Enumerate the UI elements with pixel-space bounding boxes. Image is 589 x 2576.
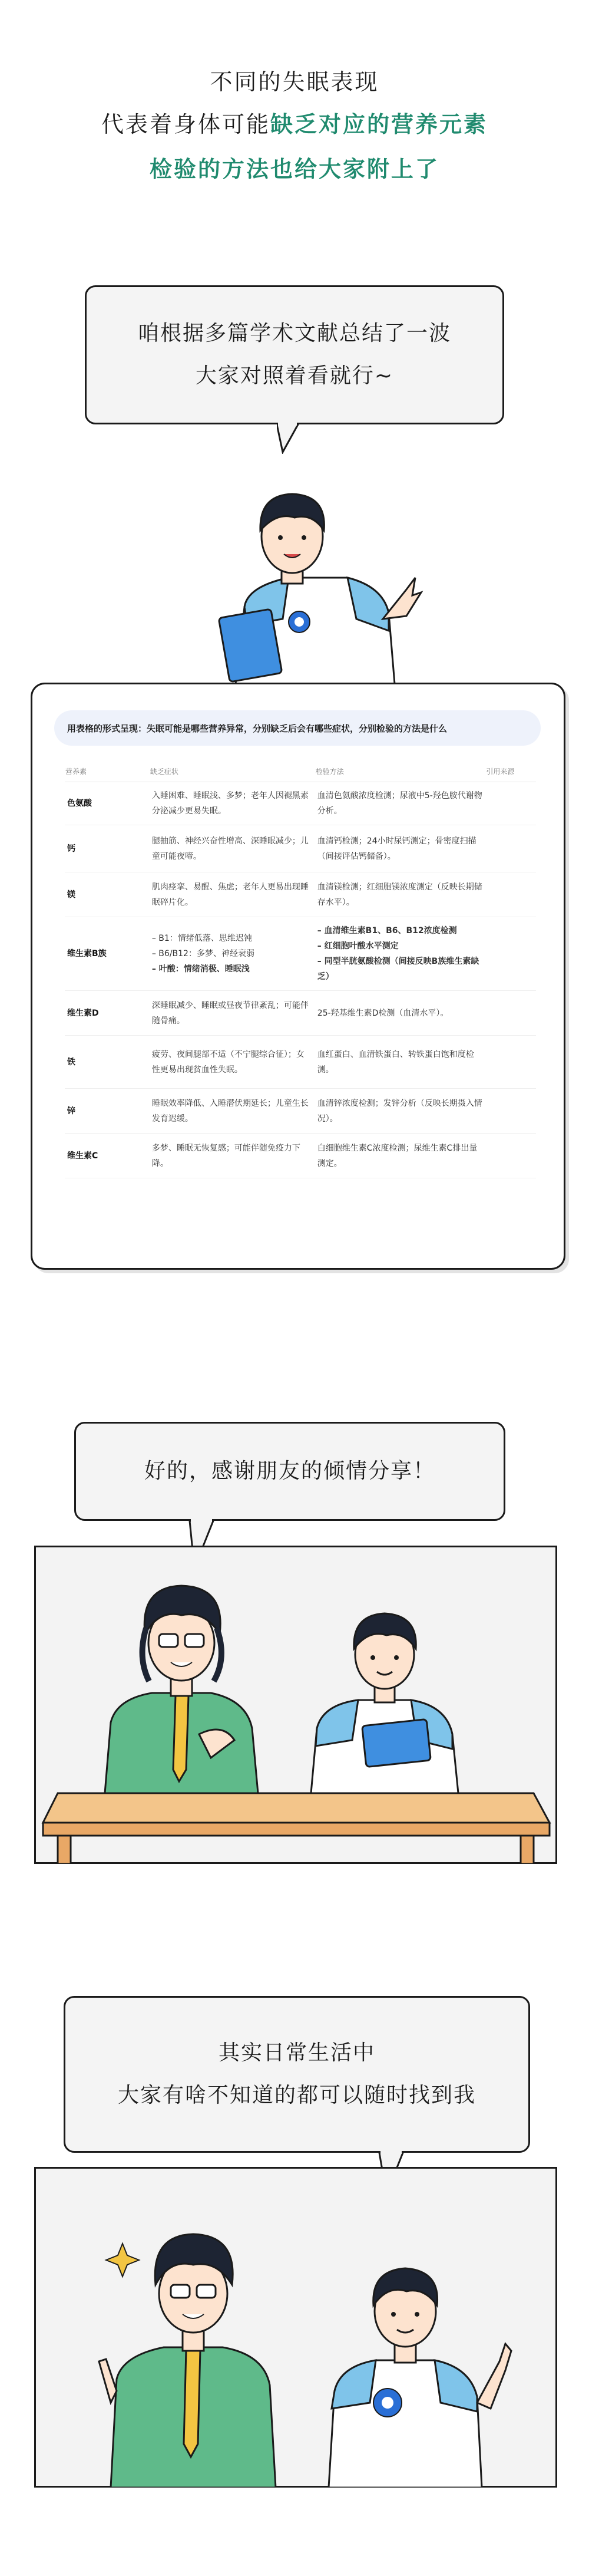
cell-method: 血清钙检测；24小时尿钙测定；骨密度扫描（间接评估钙储备）。: [315, 825, 486, 872]
symptom-line: – B1：情绪低落、思维迟钝: [151, 934, 252, 943]
speech-bubble-1: [85, 285, 504, 424]
method-line: – 血清维生素B1、B6、B12浓度检测: [317, 926, 457, 935]
cell-method: 血清锌浓度检测；发锌分析（反映长期摄入情况）。: [315, 1089, 486, 1134]
cell-method: 血红蛋白、血清铁蛋白、转铁蛋白饱和度检测。: [315, 1036, 486, 1089]
header-line-2-highlight: 缺乏对应的营养元素: [270, 111, 488, 137]
method-line: – 同型半胱氨酸检测（间接反映B族维生素缺乏）: [317, 957, 479, 981]
user-query-pill: 用表格的形式呈现：失眠可能是哪些营养异常，分别缺乏后会有哪些症状，分别检验的方法是什么: [54, 710, 541, 746]
symptom-line: – B6/B12：多梦、神经衰弱: [151, 949, 254, 958]
column-header-symptoms: 缺乏症状: [150, 760, 315, 782]
cell-nutrient: 维生素C: [65, 1134, 150, 1178]
header-line-2: [0, 106, 589, 139]
cell-nutrient: 钙: [65, 825, 150, 872]
table-row: [65, 1036, 536, 1089]
speech-bubble-3: [64, 1996, 530, 2153]
nutrient-table: [65, 760, 536, 1178]
cell-source: [485, 917, 536, 991]
cell-nutrient: 色氨酸: [65, 782, 150, 825]
column-header-method: 检验方法: [315, 760, 486, 782]
cell-nutrient: 维生素B族: [65, 917, 150, 991]
header-line-1: 不同的失眠表现: [210, 69, 379, 95]
column-header-source: 引用来源: [485, 760, 536, 782]
cell-source: [485, 825, 536, 872]
cell-source: [485, 1089, 536, 1134]
bubble-1-line-2: 大家对照着看就行~: [195, 364, 394, 388]
cell-nutrient: 锌: [65, 1089, 150, 1134]
panel-2-illustration: [34, 1546, 557, 1864]
cell-source: [485, 782, 536, 825]
bubble-2-line-1: 好的，感谢朋友的倾情分享！: [144, 1459, 435, 1483]
table-row: [65, 825, 536, 872]
table-row: [65, 991, 536, 1036]
bubble-1-tail: [277, 421, 300, 454]
method-line: – 红细胞叶酸水平测定: [317, 941, 399, 951]
table-header-row: [65, 760, 536, 782]
cell-method: 血清色氨酸浓度检测；尿液中5-羟色胺代谢物分析。: [315, 782, 486, 825]
cell-symptoms: 肌肉痉挛、易醒、焦虑；老年人更易出现睡眠碎片化。: [150, 872, 315, 917]
cell-symptoms: [150, 917, 315, 991]
cell-method: 血清镁检测；红细胞镁浓度测定（反映长期储存水平）。: [315, 872, 486, 917]
bubble-3-line-2: 大家有啥不知道的都可以随时找到我: [117, 2083, 476, 2107]
cell-nutrient: 镁: [65, 872, 150, 917]
cell-method: 25-羟基维生素D检测（血清水平）。: [315, 991, 486, 1036]
cell-source: [485, 1134, 536, 1178]
table-row: [65, 1089, 536, 1134]
panel-3-illustration: [34, 2167, 557, 2488]
cell-symptoms: 疲劳、夜间腿部不适（不宁腿综合征）；女性更易出现贫血性失眠。: [150, 1036, 315, 1089]
table-row: [65, 782, 536, 825]
presenter-character: [212, 472, 424, 684]
cell-source: [485, 872, 536, 917]
table-row: [65, 1134, 536, 1178]
table-row: [65, 917, 536, 991]
cell-symptoms: 多梦、睡眠无恢复感；可能伴随免疫力下降。: [150, 1134, 315, 1178]
bubble-1-line-1: 咱根据多篇学术文献总结了一波: [137, 321, 451, 345]
cell-symptoms: 睡眠效率降低、入睡潜伏期延长；儿童生长发育迟缓。: [150, 1089, 315, 1134]
cell-symptoms: 深睡眠减少、睡眠或昼夜节律紊乱；可能伴随骨痛。: [150, 991, 315, 1036]
speech-bubble-2: [74, 1422, 505, 1521]
column-header-nutrient: 营养素: [65, 760, 150, 782]
cell-nutrient: 铁: [65, 1036, 150, 1089]
symptom-line: – 叶酸：情绪消极、睡眠浅: [151, 964, 250, 974]
cell-source: [485, 991, 536, 1036]
cell-nutrient: 维生素D: [65, 991, 150, 1036]
cell-source: [485, 1036, 536, 1089]
header-line-3: 检验的方法也给大家附上了: [149, 156, 439, 182]
cell-method: [315, 917, 486, 991]
table-row: [65, 872, 536, 917]
cell-method: 白细胞维生素C浓度检测；尿维生素C排出量测定。: [315, 1134, 486, 1178]
cell-symptoms: 腿抽筋、神经兴奋性增高、深睡眠减少；儿童可能夜啼。: [150, 825, 315, 872]
header-line-2-plain: 代表着身体可能: [101, 111, 270, 137]
bubble-3-line-1: 其实日常生活中: [218, 2041, 375, 2065]
cell-symptoms: 入睡困难、睡眠浅、多梦；老年人因褪黑素分泌减少更易失眠。: [150, 782, 315, 825]
